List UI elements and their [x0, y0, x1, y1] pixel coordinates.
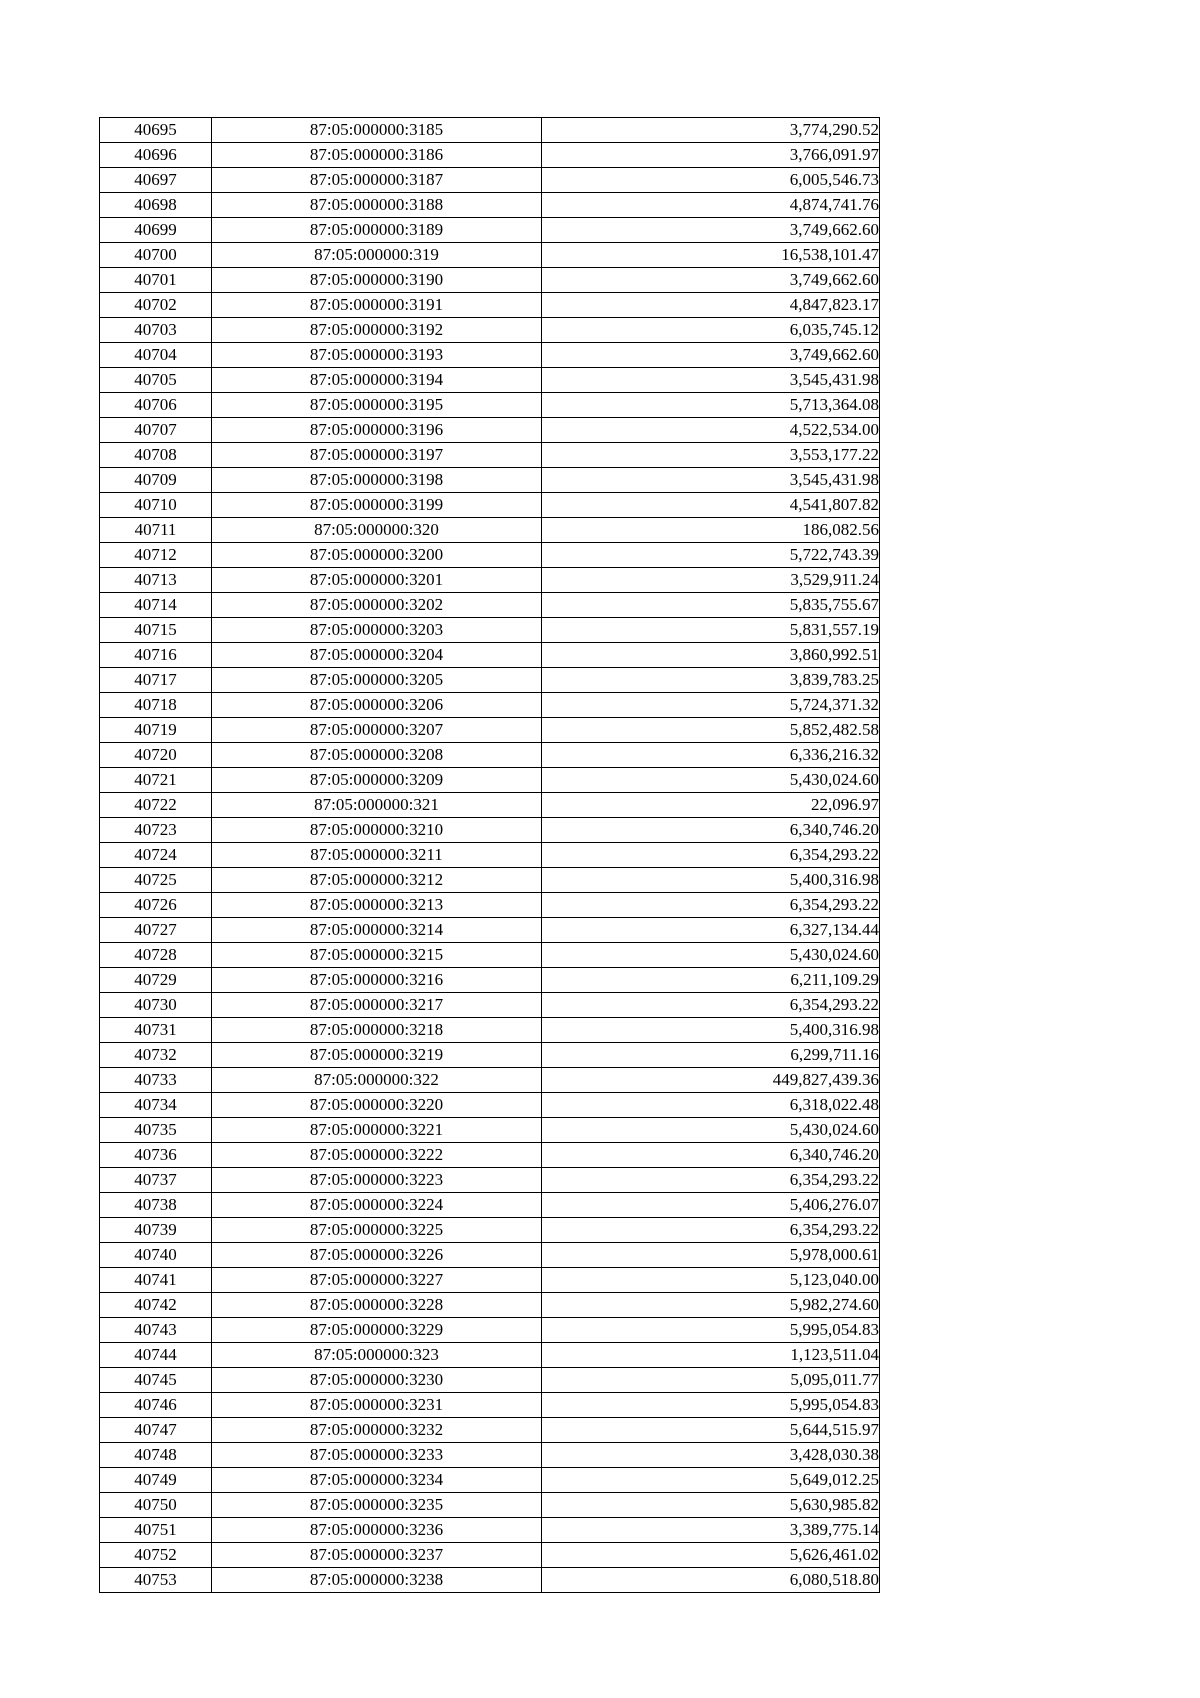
cadastral-value-cell: 6,211,109.29 [542, 968, 880, 993]
cadastral-value-cell: 5,835,755.67 [542, 593, 880, 618]
table-row [100, 343, 880, 368]
cadastral-number-cell: 87:05:000000:3210 [212, 818, 542, 843]
cadastral-number-cell: 87:05:000000:3225 [212, 1218, 542, 1243]
row-number-cell: 40717 [100, 668, 212, 693]
cadastral-value-cell: 6,354,293.22 [542, 893, 880, 918]
cadastral-number-cell: 87:05:000000:3215 [212, 943, 542, 968]
row-number-cell: 40710 [100, 493, 212, 518]
table-row [100, 1518, 880, 1543]
cadastral-value-cell: 5,995,054.83 [542, 1393, 880, 1418]
row-number-cell: 40724 [100, 843, 212, 868]
table-row [100, 1243, 880, 1268]
row-number-cell: 40708 [100, 443, 212, 468]
table-row [100, 818, 880, 843]
cadastral-value-cell: 5,626,461.02 [542, 1543, 880, 1568]
table-row [100, 643, 880, 668]
table-row [100, 718, 880, 743]
cadastral-value-cell: 6,080,518.80 [542, 1568, 880, 1593]
table-row [100, 543, 880, 568]
cadastral-number-cell: 87:05:000000:3218 [212, 1018, 542, 1043]
row-number-cell: 40746 [100, 1393, 212, 1418]
cadastral-number-cell: 87:05:000000:3221 [212, 1118, 542, 1143]
table-row [100, 493, 880, 518]
row-number-cell: 40725 [100, 868, 212, 893]
cadastral-value-cell: 5,831,557.19 [542, 618, 880, 643]
table-row [100, 743, 880, 768]
table-row [100, 668, 880, 693]
table-row [100, 1543, 880, 1568]
cadastral-number-cell: 87:05:000000:3209 [212, 768, 542, 793]
cadastral-value-cell: 6,299,711.16 [542, 1043, 880, 1068]
table-row [100, 1418, 880, 1443]
row-number-cell: 40741 [100, 1268, 212, 1293]
row-number-cell: 40702 [100, 293, 212, 318]
row-number-cell: 40700 [100, 243, 212, 268]
row-number-cell: 40709 [100, 468, 212, 493]
table-row [100, 368, 880, 393]
cadastral-value-cell: 449,827,439.36 [542, 1068, 880, 1093]
table-row [100, 1218, 880, 1243]
cadastral-number-cell: 87:05:000000:3203 [212, 618, 542, 643]
cadastral-value-cell: 186,082.56 [542, 518, 880, 543]
cadastral-value-cell: 3,774,290.52 [542, 118, 880, 143]
row-number-cell: 40712 [100, 543, 212, 568]
row-number-cell: 40735 [100, 1118, 212, 1143]
row-number-cell: 40721 [100, 768, 212, 793]
row-number-cell: 40748 [100, 1443, 212, 1468]
cadastral-number-cell: 87:05:000000:3186 [212, 143, 542, 168]
cadastral-number-cell: 87:05:000000:3222 [212, 1143, 542, 1168]
cadastral-number-cell: 87:05:000000:3231 [212, 1393, 542, 1418]
cadastral-value-cell: 3,839,783.25 [542, 668, 880, 693]
cadastral-number-cell: 87:05:000000:3230 [212, 1368, 542, 1393]
table-row [100, 918, 880, 943]
cadastral-value-cell: 6,340,746.20 [542, 818, 880, 843]
table-row [100, 1443, 880, 1468]
cadastral-value-cell: 5,630,985.82 [542, 1493, 880, 1518]
cadastral-value-cell: 3,428,030.38 [542, 1443, 880, 1468]
table-row [100, 693, 880, 718]
row-number-cell: 40732 [100, 1043, 212, 1068]
cadastral-number-cell: 87:05:000000:320 [212, 518, 542, 543]
cadastral-value-cell: 3,545,431.98 [542, 368, 880, 393]
row-number-cell: 40714 [100, 593, 212, 618]
row-number-cell: 40695 [100, 118, 212, 143]
cadastral-number-cell: 87:05:000000:3206 [212, 693, 542, 718]
cadastral-number-cell: 87:05:000000:3229 [212, 1318, 542, 1343]
row-number-cell: 40738 [100, 1193, 212, 1218]
row-number-cell: 40728 [100, 943, 212, 968]
cadastral-number-cell: 87:05:000000:3227 [212, 1268, 542, 1293]
cadastral-value-cell: 16,538,101.47 [542, 243, 880, 268]
table-row [100, 168, 880, 193]
cadastral-value-cell: 3,766,091.97 [542, 143, 880, 168]
cadastral-value-cell: 5,995,054.83 [542, 1318, 880, 1343]
table-row [100, 843, 880, 868]
cadastral-value-cell: 4,541,807.82 [542, 493, 880, 518]
cadastral-number-cell: 87:05:000000:3236 [212, 1518, 542, 1543]
cadastral-value-cell: 3,389,775.14 [542, 1518, 880, 1543]
table-row [100, 193, 880, 218]
cadastral-number-cell: 87:05:000000:321 [212, 793, 542, 818]
cadastral-value-cell: 5,430,024.60 [542, 943, 880, 968]
cadastral-value-cell: 3,749,662.60 [542, 268, 880, 293]
cadastral-value-cell: 3,860,992.51 [542, 643, 880, 668]
cadastral-value-table [99, 117, 880, 1593]
table-row [100, 443, 880, 468]
row-number-cell: 40723 [100, 818, 212, 843]
table-row [100, 1018, 880, 1043]
table-row [100, 593, 880, 618]
row-number-cell: 40719 [100, 718, 212, 743]
row-number-cell: 40703 [100, 318, 212, 343]
table-row [100, 243, 880, 268]
cadastral-value-cell: 6,354,293.22 [542, 843, 880, 868]
cadastral-value-cell: 3,553,177.22 [542, 443, 880, 468]
cadastral-value-cell: 5,713,364.08 [542, 393, 880, 418]
row-number-cell: 40733 [100, 1068, 212, 1093]
table-row [100, 943, 880, 968]
table-row [100, 1318, 880, 1343]
row-number-cell: 40736 [100, 1143, 212, 1168]
table-row [100, 468, 880, 493]
cadastral-value-cell: 5,722,743.39 [542, 543, 880, 568]
cadastral-number-cell: 87:05:000000:3235 [212, 1493, 542, 1518]
cadastral-number-cell: 87:05:000000:3237 [212, 1543, 542, 1568]
table-row [100, 893, 880, 918]
row-number-cell: 40696 [100, 143, 212, 168]
cadastral-value-cell: 5,400,316.98 [542, 1018, 880, 1043]
row-number-cell: 40737 [100, 1168, 212, 1193]
table-row [100, 968, 880, 993]
row-number-cell: 40711 [100, 518, 212, 543]
cadastral-value-cell: 5,430,024.60 [542, 768, 880, 793]
cadastral-number-cell: 87:05:000000:3191 [212, 293, 542, 318]
cadastral-value-cell: 5,430,024.60 [542, 1118, 880, 1143]
cadastral-value-cell: 5,649,012.25 [542, 1468, 880, 1493]
cadastral-number-cell: 87:05:000000:3188 [212, 193, 542, 218]
row-number-cell: 40750 [100, 1493, 212, 1518]
row-number-cell: 40716 [100, 643, 212, 668]
cadastral-value-cell: 4,522,534.00 [542, 418, 880, 443]
table-body [100, 118, 880, 1593]
cadastral-number-cell: 87:05:000000:323 [212, 1343, 542, 1368]
cadastral-number-cell: 87:05:000000:3226 [212, 1243, 542, 1268]
table-row [100, 1293, 880, 1318]
row-number-cell: 40751 [100, 1518, 212, 1543]
cadastral-number-cell: 87:05:000000:3232 [212, 1418, 542, 1443]
row-number-cell: 40740 [100, 1243, 212, 1268]
row-number-cell: 40707 [100, 418, 212, 443]
cadastral-value-cell: 5,978,000.61 [542, 1243, 880, 1268]
cadastral-number-cell: 87:05:000000:3228 [212, 1293, 542, 1318]
table-row [100, 293, 880, 318]
cadastral-value-cell: 5,982,274.60 [542, 1293, 880, 1318]
table-row [100, 1268, 880, 1293]
cadastral-number-cell: 87:05:000000:3205 [212, 668, 542, 693]
cadastral-value-cell: 6,035,745.12 [542, 318, 880, 343]
cadastral-value-cell: 5,852,482.58 [542, 718, 880, 743]
table-row [100, 218, 880, 243]
table-row [100, 1343, 880, 1368]
cadastral-number-cell: 87:05:000000:3187 [212, 168, 542, 193]
cadastral-number-cell: 87:05:000000:3220 [212, 1093, 542, 1118]
table-row [100, 993, 880, 1018]
row-number-cell: 40704 [100, 343, 212, 368]
cadastral-number-cell: 87:05:000000:3223 [212, 1168, 542, 1193]
row-number-cell: 40726 [100, 893, 212, 918]
cadastral-value-cell: 1,123,511.04 [542, 1343, 880, 1368]
cadastral-number-cell: 87:05:000000:3217 [212, 993, 542, 1018]
cadastral-value-cell: 6,327,134.44 [542, 918, 880, 943]
cadastral-number-cell: 87:05:000000:3216 [212, 968, 542, 993]
row-number-cell: 40752 [100, 1543, 212, 1568]
table-row [100, 118, 880, 143]
table-row [100, 1368, 880, 1393]
row-number-cell: 40722 [100, 793, 212, 818]
row-number-cell: 40697 [100, 168, 212, 193]
cadastral-number-cell: 87:05:000000:3199 [212, 493, 542, 518]
table-row [100, 1043, 880, 1068]
cadastral-number-cell: 87:05:000000:322 [212, 1068, 542, 1093]
cadastral-value-cell: 3,749,662.60 [542, 343, 880, 368]
cadastral-value-cell: 6,340,746.20 [542, 1143, 880, 1168]
cadastral-value-cell: 3,529,911.24 [542, 568, 880, 593]
row-number-cell: 40753 [100, 1568, 212, 1593]
table-row [100, 1093, 880, 1118]
row-number-cell: 40747 [100, 1418, 212, 1443]
cadastral-value-cell: 22,096.97 [542, 793, 880, 818]
cadastral-value-cell: 5,123,040.00 [542, 1268, 880, 1293]
cadastral-number-cell: 87:05:000000:3196 [212, 418, 542, 443]
row-number-cell: 40742 [100, 1293, 212, 1318]
cadastral-number-cell: 87:05:000000:3195 [212, 393, 542, 418]
table-row [100, 1468, 880, 1493]
table-row [100, 518, 880, 543]
table-row [100, 1118, 880, 1143]
cadastral-value-cell: 5,644,515.97 [542, 1418, 880, 1443]
table-row [100, 1068, 880, 1093]
row-number-cell: 40705 [100, 368, 212, 393]
table-row [100, 1143, 880, 1168]
table-row [100, 268, 880, 293]
cadastral-number-cell: 87:05:000000:3190 [212, 268, 542, 293]
table-row [100, 418, 880, 443]
row-number-cell: 40715 [100, 618, 212, 643]
cadastral-value-cell: 6,354,293.22 [542, 1218, 880, 1243]
table-row [100, 768, 880, 793]
row-number-cell: 40706 [100, 393, 212, 418]
cadastral-number-cell: 87:05:000000:3200 [212, 543, 542, 568]
table-row [100, 1493, 880, 1518]
cadastral-value-cell: 4,847,823.17 [542, 293, 880, 318]
cadastral-value-cell: 6,318,022.48 [542, 1093, 880, 1118]
cadastral-number-cell: 87:05:000000:3238 [212, 1568, 542, 1593]
table-row [100, 868, 880, 893]
cadastral-number-cell: 87:05:000000:3214 [212, 918, 542, 943]
cadastral-value-cell: 4,874,741.76 [542, 193, 880, 218]
cadastral-number-cell: 87:05:000000:3224 [212, 1193, 542, 1218]
cadastral-number-cell: 87:05:000000:3194 [212, 368, 542, 393]
cadastral-number-cell: 87:05:000000:3208 [212, 743, 542, 768]
cadastral-value-cell: 3,545,431.98 [542, 468, 880, 493]
cadastral-number-cell: 87:05:000000:3219 [212, 1043, 542, 1068]
table-row [100, 1168, 880, 1193]
cadastral-value-cell: 6,336,216.32 [542, 743, 880, 768]
cadastral-number-cell: 87:05:000000:3202 [212, 593, 542, 618]
table-row [100, 1193, 880, 1218]
cadastral-number-cell: 87:05:000000:3211 [212, 843, 542, 868]
row-number-cell: 40718 [100, 693, 212, 718]
table-row [100, 1393, 880, 1418]
cadastral-number-cell: 87:05:000000:3234 [212, 1468, 542, 1493]
row-number-cell: 40734 [100, 1093, 212, 1118]
cadastral-number-cell: 87:05:000000:3192 [212, 318, 542, 343]
row-number-cell: 40744 [100, 1343, 212, 1368]
cadastral-number-cell: 87:05:000000:3201 [212, 568, 542, 593]
cadastral-number-cell: 87:05:000000:3207 [212, 718, 542, 743]
row-number-cell: 40743 [100, 1318, 212, 1343]
cadastral-number-cell: 87:05:000000:3185 [212, 118, 542, 143]
table-row [100, 793, 880, 818]
cadastral-number-cell: 87:05:000000:319 [212, 243, 542, 268]
cadastral-value-cell: 6,005,546.73 [542, 168, 880, 193]
cadastral-value-cell: 5,400,316.98 [542, 868, 880, 893]
table-row [100, 318, 880, 343]
cadastral-number-cell: 87:05:000000:3193 [212, 343, 542, 368]
cadastral-value-cell: 5,724,371.32 [542, 693, 880, 718]
row-number-cell: 40699 [100, 218, 212, 243]
row-number-cell: 40739 [100, 1218, 212, 1243]
cadastral-number-cell: 87:05:000000:3213 [212, 893, 542, 918]
cadastral-value-cell: 6,354,293.22 [542, 1168, 880, 1193]
table-row [100, 393, 880, 418]
cadastral-number-cell: 87:05:000000:3197 [212, 443, 542, 468]
table-row [100, 618, 880, 643]
cadastral-value-cell: 5,406,276.07 [542, 1193, 880, 1218]
row-number-cell: 40720 [100, 743, 212, 768]
row-number-cell: 40701 [100, 268, 212, 293]
table-row [100, 1568, 880, 1593]
row-number-cell: 40698 [100, 193, 212, 218]
cadastral-number-cell: 87:05:000000:3189 [212, 218, 542, 243]
table-row [100, 143, 880, 168]
row-number-cell: 40730 [100, 993, 212, 1018]
row-number-cell: 40749 [100, 1468, 212, 1493]
row-number-cell: 40745 [100, 1368, 212, 1393]
cadastral-number-cell: 87:05:000000:3198 [212, 468, 542, 493]
row-number-cell: 40713 [100, 568, 212, 593]
cadastral-number-cell: 87:05:000000:3212 [212, 868, 542, 893]
cadastral-value-cell: 3,749,662.60 [542, 218, 880, 243]
cadastral-value-cell: 5,095,011.77 [542, 1368, 880, 1393]
row-number-cell: 40729 [100, 968, 212, 993]
row-number-cell: 40727 [100, 918, 212, 943]
cadastral-value-cell: 6,354,293.22 [542, 993, 880, 1018]
row-number-cell: 40731 [100, 1018, 212, 1043]
cadastral-number-cell: 87:05:000000:3233 [212, 1443, 542, 1468]
table-row [100, 568, 880, 593]
cadastral-number-cell: 87:05:000000:3204 [212, 643, 542, 668]
